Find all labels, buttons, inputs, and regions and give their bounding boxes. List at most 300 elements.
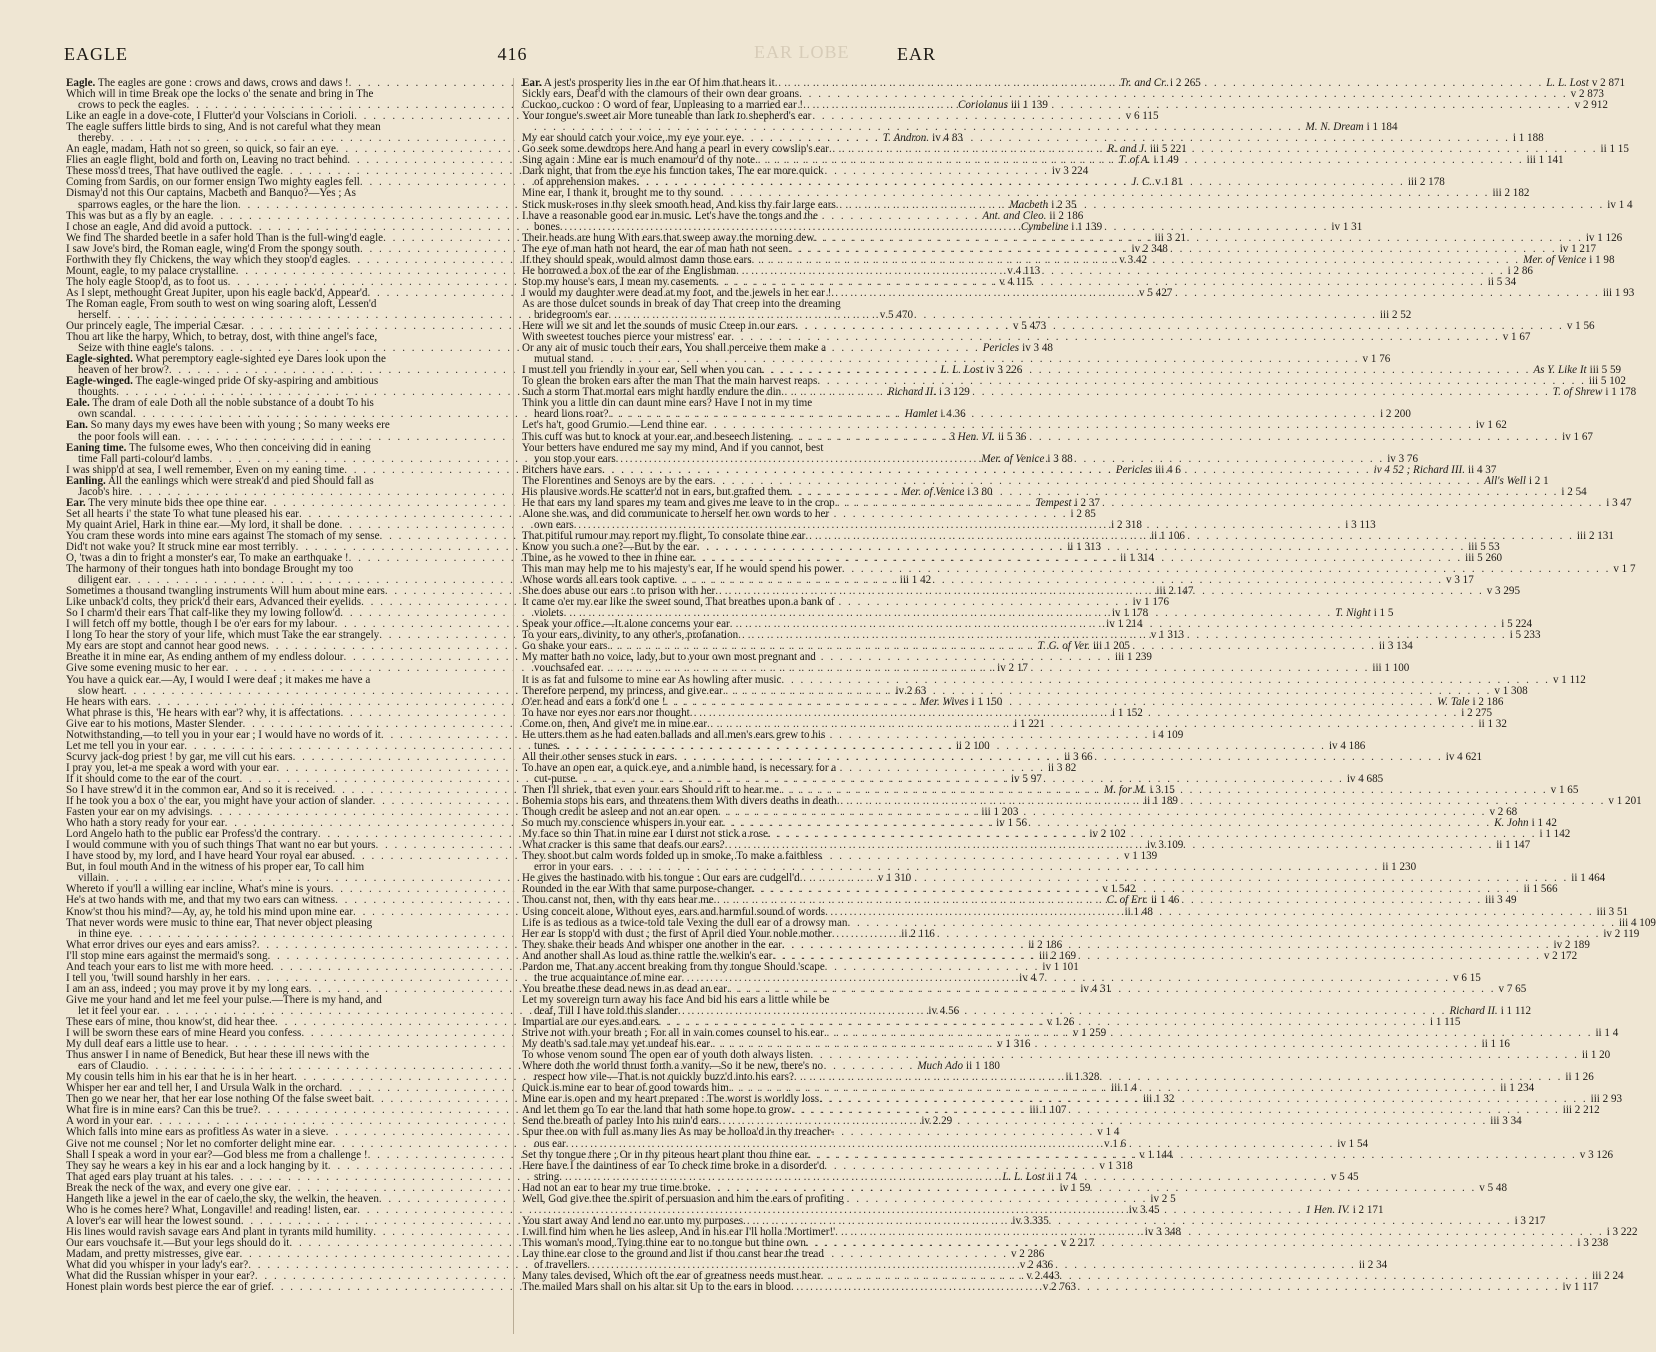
concordance-line [66,675,503,686]
quotation: Bohemia stops his ears, and threatens them With divers deaths in death [522,795,837,808]
act-scene-line-reference: ii 1 16 [1481,1038,1510,1051]
act-scene-line-reference: ii 1 566 [1523,883,1558,896]
quotation: My matter hath no voice, lady, but to your own most pregnant and [522,651,816,664]
act-scene-line-reference: iii 1 93 [1602,286,1635,299]
act-scene-line-reference: v 1 56 [1566,320,1595,333]
act-scene-line-reference: v 3 295 [1486,585,1520,598]
quotation: slow heart [78,684,124,697]
act-scene-line-reference: ii 2 186 [1028,938,1063,951]
act-scene-line-reference: i 3 238 [1577,1236,1609,1249]
quotation: cut-purse [534,772,576,785]
act-scene-line-reference: v 1 144 [1139,1148,1173,1161]
act-scene-line-reference: i 2 265 [1170,77,1201,89]
quotation: Who hath a story ready for your ear [66,817,225,830]
leader-dots [666,697,1435,708]
play-title: iv 4 52 ; Richard III. [1373,463,1466,476]
act-scene-line-reference: iv 5 97 [1010,772,1042,785]
quotation: Who is he comes here? What, Longaville! and reading! listen, ear [66,1203,358,1216]
act-scene-line-reference: iv 3 48 [1022,342,1053,355]
act-scene-line-reference: i 3 15 [1149,784,1175,796]
quotation: I am an ass, indeed ; you may prove it by my long ears [66,982,309,995]
quotation: Let me tell you in your ear [66,739,185,752]
quotation: What peremptory eagle-sighted eye Dares look upon the [135,353,386,366]
act-scene-line-reference: iii 1 4 [1111,1082,1137,1095]
act-scene-line-reference: iii 5 221 [1149,143,1187,156]
quotation: An eagle, madam, Hath not so green, so quick, so fair an eye [66,143,336,156]
quotation: With sweetest touches pierce your mistress' ear [522,331,732,344]
play-title: Much Ado [917,1060,964,1073]
quotation: herself [78,308,109,321]
quotation: Strive not with your breath ; For all in vain comes counsel to his ear [522,1027,824,1040]
act-scene-line-reference: ii 1 48 [1124,905,1153,918]
quotation: That never words were music to thine ear, That never object pleasing [66,916,373,929]
act-scene-line-reference: i 2 54 [1561,485,1587,498]
act-scene-line-reference: v 1 4 [1097,1126,1120,1139]
act-scene-line-reference: iii 1 100 [1372,662,1410,675]
act-scene-line-reference: v 5 48 [1479,1181,1508,1194]
act-scene-line-reference: v 1 6 [1104,1137,1127,1150]
act-scene-line-reference: ii 2 186 [1049,209,1084,222]
act-scene-line-reference: v 2 68 [1489,806,1518,819]
quotation: She does abuse our ears : to prison with her [522,585,716,598]
play-title: Richard II. [1449,1004,1498,1017]
quotation: Coming from Sardis, on our former ensign Two mighty eagles fell [66,176,360,189]
play-title: All's Well [1484,474,1526,487]
quotation: ous ear [534,1137,566,1150]
play-title: L. L. Lost [1546,77,1589,89]
act-scene-line-reference: v 1 310 [877,872,912,885]
quotation: error in your ears [534,861,611,874]
act-scene-line-reference: i 4 36 [940,408,966,421]
act-scene-line-reference: iii 3 21 [1154,231,1187,244]
act-scene-line-reference: v 2 873 [1570,88,1604,101]
act-scene-line-reference: iii 1 205 [1092,640,1130,653]
act-scene-line-reference: v 6 115 [1125,110,1159,123]
quotation: Mine ear, I thank it, brought me to thy sound [522,187,721,200]
act-scene-line-reference: i 4 109 [1152,728,1184,741]
act-scene-line-reference: v 1 308 [1494,684,1528,697]
headword: Eagle. [66,77,96,89]
quotation: It came o'er my ear like the sweet sound, That breathes upon a bank of [522,596,835,609]
quotation: of travellers [534,1259,588,1272]
quotation: Your tongue's sweet air More tuneable than lark to shepherd's ear [522,110,812,123]
play-title: Mer. of Venice [1523,253,1587,266]
quotation: Where doth the world thrust forth a vanity—So it be new, there's no [522,1060,824,1073]
act-scene-line-reference: i 1 152 [1112,706,1143,719]
act-scene-line-reference: v 1 259 [1072,1027,1107,1040]
act-scene-line-reference: iv 2 29 [921,1115,953,1128]
quotation: thereby [78,132,112,145]
act-scene-line-reference: iii 5 59 [1589,364,1622,377]
act-scene-line-reference: iv 1 4 [1607,198,1633,211]
quotation: let it feel your ear [78,1004,157,1017]
quotation: The fulsome ewes, Who then conceiving did in eaning [128,441,371,454]
concordance-line [66,918,503,929]
headword: Eanling. [66,474,106,487]
act-scene-line-reference: i 1 42 [1531,817,1557,830]
play-title: Cymbeline [1020,220,1069,233]
act-scene-line-reference: iv 3 109 [1146,839,1184,852]
leader-dots [721,188,1490,199]
act-scene-line-reference: iii 1 141 [1526,154,1564,167]
act-scene-line-reference: i 5 233 [1509,629,1541,642]
quotation: Mount, eagle, to my palace crystalline [66,264,236,277]
quotation: The Florentines and Senoys are by the ears [522,474,713,487]
act-scene-line-reference: iv 1 54 [1337,1137,1369,1150]
act-scene-line-reference: v 3 126 [1579,1148,1614,1161]
quotation: This cuff was but to knock at your ear, and beseech listening [522,430,791,443]
quotation: The Roman eagle, From south to west on wing soaring aloft, Lessen'd [66,297,377,310]
quotation: Alone she was, and did communicate to herself her own words to her [522,507,830,520]
act-scene-line-reference: iv 1 126 [1585,231,1623,244]
quotation: Set thy tongue there ; Or in thy piteous heart plant thou thine ear [522,1148,809,1161]
act-scene-line-reference: iv 3 226 [985,364,1023,377]
act-scene-line-reference: ii 3 134 [1378,640,1413,653]
quotation: That aged ears play truant at his tales [66,1170,231,1183]
quotation: So I charm'd their ears That calf-like they my lowing follow'd [66,607,341,620]
quotation: A lover's ear will hear the lowest sound [66,1214,241,1227]
quotation: To whose venom sound The open ear of youth doth always listen [522,1049,811,1062]
quotation: Like unback'd colts, they prick'd their ears, Advanced their eyelids [66,596,362,609]
quotation: Scurvy jack-dog priest ! by gar, me vill cut his ears [66,750,293,763]
quotation: Whose words all ears took captive [522,574,675,587]
quotation: Like an eagle in a dove-cote, I Flutter'd your Volscians in Corioli [66,110,355,123]
quotation: you stop your ears [534,452,616,465]
quotation: His plausive words He scatter'd not in ears, but grafted them [522,485,790,498]
act-scene-line-reference: i 3 88 [1047,452,1073,465]
quotation: As are those dulcet sounds in break of day That creep into the dreaming [522,297,841,310]
quotation: You breathe these dead news in as dead an ear [522,982,727,995]
leader-dots [803,100,1572,111]
quotation: own scandal [78,408,134,421]
quotation: If they should speak, would almost damn those ears [522,253,752,266]
quotation: Well, God give thee the spirit of persuasion and him the ears of profiting [522,1192,844,1205]
quotation: And let them go To ear the land that hath some hope to grow [522,1104,792,1117]
act-scene-line-reference: v 1 81 [1155,176,1183,189]
quotation: The holy eagle Stoop'd, as to foot us [66,275,228,288]
act-scene-line-reference: iv 1 117 [1562,1281,1599,1294]
play-title: T. of Shrew [1552,386,1603,399]
quotation: Sometimes a thousand twangling instruments Will hum about mine ears [66,585,385,598]
act-scene-line-reference: ii 1 313 [1067,540,1102,553]
quotation: I saw Jove's bird, the Roman eagle, wing'd From the spongy south [66,242,360,255]
quotation: If it should come to the ear of the court [66,772,240,785]
act-scene-line-reference: iii 2 93 [1590,1093,1623,1106]
act-scene-line-reference: v 5 473 [1012,320,1047,333]
quotation: Thou canst not, then, with thy ears hear me [522,894,714,907]
act-scene-line-reference: i 2 35 [1051,198,1077,211]
quotation: All the eanlings which were streak'd and pied Should fall as [107,474,374,487]
quotation: time Fall parti-colour'd lambs [78,452,210,465]
quotation-text [66,1282,271,1293]
act-scene-line-reference: i 1 5 [1373,607,1394,620]
act-scene-line-reference: ii 2 116 [901,927,935,940]
act-scene-line-reference: i 3 80 [967,485,993,498]
quotation: So much my conscience whispers in your ear [522,817,723,830]
act-scene-line-reference: ii 1 180 [966,1060,1000,1073]
quotation: To your ears, divinity, to any other's, profanation [522,629,739,642]
act-scene-line-reference: i 3 47 [1606,496,1632,509]
quotation: Cuckoo, cuckoo : O word of fear, Unpleasing to a married ear ! [522,99,804,112]
act-scene-line-reference: iv 2 119 [1603,927,1640,940]
quotation: Stop my house's ears, I mean my casements [522,275,717,288]
left-running-head: EAGLE [64,43,128,64]
quotation: Let's ha't, good Grumio.—Lend thine ear [522,419,705,432]
act-scene-line-reference: iv 1 59 [1059,1181,1091,1194]
play-title: Macbeth [1009,198,1049,211]
quotation-text [522,1161,825,1172]
act-scene-line-reference: ii 5 34 [1487,275,1517,288]
act-scene-line-reference: ii 1 464 [1571,872,1606,885]
act-scene-line-reference: iii 2 169 [1039,949,1077,962]
quotation: I will fetch off my bottle, though I be o'er ears for my labour [66,618,335,631]
quotation: My dull deaf ears a little use to hear [66,1038,226,1051]
leader-dots [791,432,1560,443]
quotation: Break the neck of the wax, and every one give ear [66,1181,289,1194]
act-scene-line-reference: i 1 139 [1071,220,1103,233]
quotation: I'll stop mine ears against the mermaid's song [66,949,268,962]
quotation: Here have I the daintiness of ear To check time broke in a disorder'd [522,1159,825,1172]
leader-dots [832,929,1601,940]
play-title: T. Andron. [882,132,930,145]
quotation: You start away And lend no ear unto my purposes [522,1214,744,1227]
leader-dots [727,984,1496,995]
act-scene-line-reference: v 4 113 [1007,264,1041,277]
act-scene-line-reference: ii 2 34 [1358,1259,1388,1272]
quotation: The mailed Mars shall on his altar sit Up to the ears in blood [522,1281,791,1294]
play-title: Mer. of Venice [981,452,1045,465]
act-scene-line-reference: v 1 542 [1102,883,1136,896]
quotation: They say he wears a key in his ear and a lock hanging by it [66,1159,328,1172]
quotation: diligent ear [78,574,129,587]
quotation: Speak your office.—It alone concerns your ear [522,618,730,631]
leader-dots [781,675,1550,686]
act-scene-line-reference: iii 3 49 [1485,894,1517,907]
quotation: What phrase is this, 'He hears with ear'? why, it is affectations [66,706,341,719]
quotation: He borrowed a box of the ear of the Englishman [522,264,737,277]
act-scene-line-reference: iv 1 31 [1331,220,1363,233]
quotation: A jest's prosperity lies in the ear Of him that hears it [543,77,775,89]
act-scene-line-reference: v 3 42 [1119,253,1148,266]
act-scene-line-reference: v 7 65 [1498,982,1527,995]
act-scene-line-reference: iii 5 53 [1468,540,1500,553]
quotation: Dismay'd not this Our captains, Macbeth and Banquo?—Yes ; As [66,187,356,200]
quotation: villain [78,872,107,885]
quotation: Let my sovereign turn away his face And bid his ears a little while be [522,993,830,1006]
act-scene-line-reference: i 1 49 [1153,154,1179,167]
act-scene-line-reference: ii 1 189 [1144,795,1178,808]
quotation: To have nor eyes nor ears nor thought [522,706,690,719]
quotation: Know'st thou his mind?—Ay, ay, he told his mind upon mine ear [66,905,354,918]
act-scene-line-reference: iii 2 24 [1592,1270,1624,1283]
act-scene-line-reference: v 2 443 [1026,1270,1060,1283]
act-scene-line-reference: iii 4 109 [1618,916,1656,929]
play-title: Tr. and Cr. [1120,77,1168,89]
quotation: Many tales devised, Which oft the ear of greatness needs must hear [522,1270,821,1283]
act-scene-line-reference: v 1 112 [1552,673,1586,686]
quotation: He's at two hands with me, and that my two ears can witness [66,894,336,907]
act-scene-line-reference: v 2 763 [1042,1281,1076,1294]
act-scene-line-reference: iii 3 34 [1490,1115,1522,1128]
page-header [64,40,936,68]
play-title: Richard II. [887,386,937,399]
leader-dots [808,1150,1577,1161]
quotation: Had not an ear to hear my true time broke [522,1181,708,1194]
quotation: What did you whisper in your lady's ear? [66,1259,249,1272]
quotation: We find The sharded beetle in a safer hold Than is the full-wing'd eagle [66,231,384,244]
quotation: respect how vile—That is not quickly buzz'd into his ears? [534,1071,794,1084]
act-scene-line-reference: v 2 172 [1543,949,1578,962]
act-scene-line-reference: iii 5 102 [1588,375,1626,388]
quotation: But, in foul mouth And in the witness of his proper ear, To call him [66,861,365,874]
act-scene-line-reference: ii 3 66 [1064,750,1093,763]
quotation: You have a quick ear.—Ay, I would I were deaf ; it makes me have a [66,673,371,686]
act-scene-line-reference: ii 1 20 [1581,1049,1611,1062]
quotation: Go shake your ears [522,640,608,653]
quotation: My ear should catch your voice, my eye your eye [522,132,742,145]
quotation: This man may help me to his majesty's ear, If he would spend his power [522,563,842,576]
act-scene-line-reference: i 1 178 [1605,386,1637,399]
act-scene-line-reference: ii 1 230 [1382,861,1417,874]
play-title: Mer. Wives [919,695,969,708]
quotation: heaven of her brow? [78,364,169,377]
quotation: Shall I speak a word in your ear?—God bless me from a challenge ! [66,1148,368,1161]
act-scene-line-reference: i 2 86 [1507,264,1533,277]
act-scene-line-reference: v 2 286 [1010,1247,1045,1260]
concordance-line [522,211,959,222]
quotation: Their heads are hung With ears that sweep away the morning dew [522,231,815,244]
quotation: Dark night, that from the eye his function takes, The ear more quick [522,165,824,178]
quotation: Fasten your ear on my advisings [66,806,210,819]
quotation: Go seek some dewdrops here And hang a pearl in every cowslip's ear [522,143,829,156]
act-scene-line-reference: iv 3 45 [1128,1203,1160,1216]
leader-dots [847,918,1616,929]
leader-dots [725,840,1494,851]
act-scene-line-reference: iv 1 176 [1132,596,1170,609]
quotation: The eagles are gone : crows and daws, crows and daws ! [97,77,349,89]
quotation: To glean the broken ears after the man That the main harvest reaps [522,375,818,388]
quotation: Send the breath of parley Into his ruin'd ears [522,1115,719,1128]
quotation: Flies an eagle flight, bold and forth on, Leaving no tract behind [66,154,348,167]
quotation: To have an open ear, a quick eye, and a nimble hand, is necessary for a [522,761,837,774]
act-scene-line-reference: v 1 76 [1362,353,1391,366]
quotation: What fire is in mine ears? Can this be true? [66,1104,258,1117]
quotation: Using conceit alone, Without eyes, ears and harmful sound of words [522,905,826,918]
quotation-text [522,1127,834,1138]
quotation: A word in your ear [66,1115,150,1128]
quotation: My quaint Ariel, Hark in thine ear.—My lord, it shall be done [66,518,340,531]
play-title: M. N. Dream [1305,121,1364,134]
quotation: I must tell you friendly in your ear, Sell when you can [522,364,762,377]
act-scene-line-reference: v 1 67 [1502,331,1531,344]
quotation: Then go we near her, that her ear lose nothing Of the false sweet bait [66,1093,372,1106]
quotation: Therefore perpend, my princess, and give ear [522,684,723,697]
quotation: The eagle-winged pride Of sky-aspiring and ambitious [135,375,379,388]
leader-dots [723,686,1492,697]
quotation-text [522,211,818,222]
act-scene-line-reference: i 1 112 [1500,1004,1532,1017]
quotation: Thou art like the harpy, Which, to betray, dost, with thine angel's face, [66,331,378,344]
quotation: the true acquaintance of mine ear [534,971,682,984]
leader-dots [781,387,1550,398]
act-scene-line-reference: iv 4 56 [928,1004,960,1017]
act-scene-line-reference: ii 1 147 [1496,839,1531,852]
quotation: Our princely eagle, The imperial Cæsar [66,320,242,333]
act-scene-line-reference: ii 1 46 [1150,894,1180,907]
quotation: He gives the bastinado with his tongue : Our ears are cudgell'd [522,872,800,885]
act-scene-line-reference: v 5 427 [1139,286,1173,299]
quotation: bones [534,220,560,233]
act-scene-line-reference: iv 2 348 [1131,242,1168,255]
right-running-head: EAR [896,43,936,64]
act-scene-line-reference: i 2 85 [1070,507,1096,520]
act-scene-line-reference: v 6 15 [1453,971,1481,984]
concordance-line [522,1127,959,1138]
act-scene-line-reference: ii 1 328 [1065,1071,1100,1084]
quotation: Then I'll shriek, that even your ears Should rift to hear me [522,784,780,796]
quotation: heard lions roar? [534,408,609,421]
act-scene-line-reference: iv 3 335 [1012,1214,1049,1227]
quotation: Her ear Is stopp'd with dust ; the first of April died Your noble mother [522,927,832,940]
quotation: Stick musk-roses in thy sleek smooth head, And kiss thy fair large ears [522,198,836,211]
quotation: I have a reasonable good ear in music. Let's have the tongs and the [522,209,818,222]
quotation: Know you such a one?—But by the ear [522,540,697,553]
act-scene-line-reference: i 2 1 [1528,474,1549,487]
act-scene-line-reference: iii 2 178 [1407,176,1445,189]
quotation: My cousin tells him in his ear that he is in her heart [66,1071,294,1084]
quotation: And teach your ears to list me with more heed [66,960,271,973]
quotation: own ears [534,518,574,531]
play-title: W. Tale [1437,695,1470,708]
quotation: Breathe it in mine ear, As ending anthem of my endless dolour [66,651,344,664]
act-scene-line-reference: i 3 222 [1606,1225,1638,1238]
act-scene-line-reference: iii 2 147 [1156,585,1194,598]
quotation: Though credit be asleep and not an ear open [522,806,718,819]
quotation: You cram these words into mine ears against The stomach of my sense [66,529,380,542]
quotation: Quick is mine ear to hear of good towards him [522,1082,729,1095]
act-scene-line-reference: ii 1 314 [1120,552,1155,565]
quotation: Life is as tedious as a twice-told tale Vexing the dull ear of a drowsy man [522,916,848,929]
quotation: That pitiful rumour may report my flight, To consolate thine ear [522,529,806,542]
quotation: Notwithstanding,—to tell you in your ear ; I would have no words of it [66,728,381,741]
act-scene-line-reference: v 2 436 [1019,1259,1054,1272]
quotation: And another shall As loud as thine rattle the welkin's ear [522,949,773,962]
headword: Eaning time. [66,441,127,454]
act-scene-line-reference: v 1 201 [1608,795,1642,808]
quotation: Such a storm That mortal ears might hardly endure the din [522,386,782,399]
act-scene-line-reference: iii 1 139 [1010,99,1048,112]
quotation: thoughts [78,386,117,399]
act-scene-line-reference: iii 1 203 [981,806,1019,819]
act-scene-line-reference: iv 2 189 [1553,938,1590,951]
quotation: crows to peck the eagles [78,99,187,112]
leader-dots [791,1282,1560,1293]
act-scene-line-reference: v 4 115 [999,275,1033,288]
quotation: Lay thine ear close to the ground and list if thou canst hear the tread [522,1247,824,1260]
act-scene-line-reference: iv 3 348 [1144,1225,1182,1238]
quotation: ears of Claudio [78,1060,146,1073]
quotation: Think you a little din can daunt mine ears? Have I not in my time [522,397,813,410]
act-scene-line-reference: i 1 150 [971,695,1003,708]
quotation: What did the Russian whisper in your ear? [66,1270,255,1283]
quotation: I chose an eagle, And did avoid a puttock [66,220,250,233]
play-title: Coriolanus [957,99,1008,112]
quotation: mutual stand [534,353,592,366]
act-scene-line-reference: ii 3 82 [1047,761,1077,774]
quotation: vouchsafed ear [534,662,601,675]
act-scene-line-reference: i 1 115 [1429,1015,1461,1028]
quotation: So many days my ewes have been with young ; So many weeks ere [90,419,390,432]
